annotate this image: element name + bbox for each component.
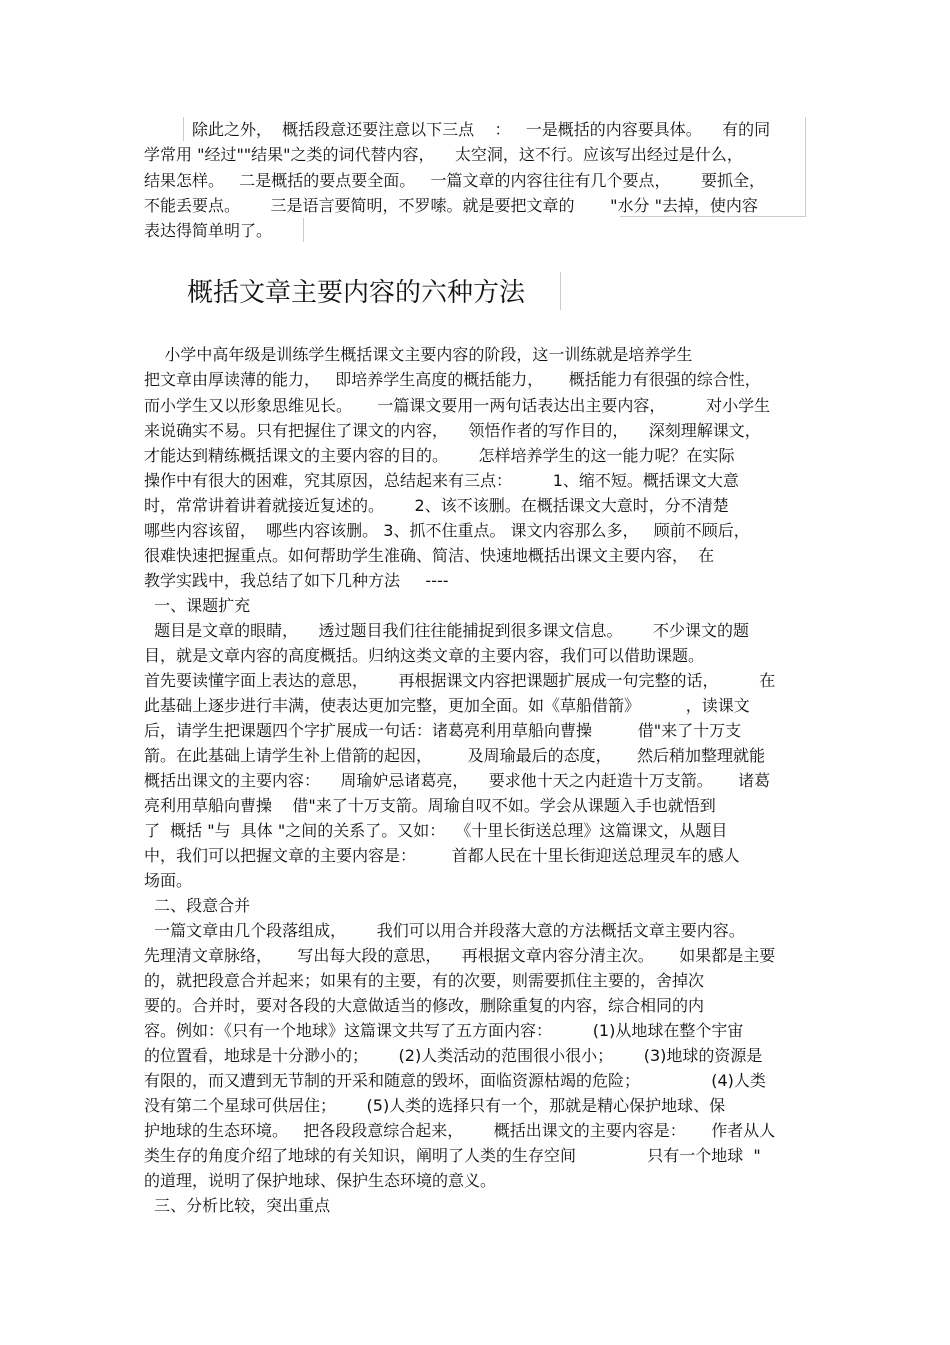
title-side-rule [560, 272, 561, 310]
body-line: 的道理，说明了保护地球、保护生态环境的意义。 [144, 1171, 497, 1190]
body-line: 先理清文章脉络， 写出每大段的意思， 再根据文章内容分清主次。 如果都是主要 [144, 946, 776, 965]
body-line: 有限的，而又遭到无节制的开采和随意的毁坏，面临资源枯竭的危险； (4)人类 [144, 1071, 766, 1090]
intro-frame-tail-rule [303, 218, 304, 242]
body-line: 护地球的生态环境。 把各段段意综合起来， 概括出课文的主要内容是： 作者从人 [144, 1121, 776, 1140]
intro-frame-bottom-rule [620, 216, 806, 217]
article-title: 概括文章主要内容的六种方法 [187, 278, 526, 308]
body-line: 而小学生又以形象思维见长。 一篇课文要用一两句话表达出主要内容， 对小学生 [144, 396, 771, 415]
intro-frame-right-rule [805, 117, 806, 217]
body-line: 容。例如：《只有一个地球》这篇课文共写了五方面内容： (1)从地球在整个宇宙 [144, 1021, 744, 1040]
body-line: 了 概括 "与 具体 "之间的关系了。又如： 《十里长街送总理》这篇课文，从题目 [144, 821, 728, 840]
body-line: 才能达到精练概括课文的主要内容的目的。 怎样培养学生的这一能力呢？在实际 [144, 446, 735, 465]
body-line: 类生存的角度介绍了地球的有关知识，阐明了人类的生存空间 只有一个地球 " [144, 1146, 761, 1165]
intro-frame-left-rule [183, 117, 184, 141]
body-line: 首先要读懂字面上表达的意思， 再根据课文内容把课题扩展成一句完整的话， 在 [144, 671, 776, 690]
body-line: 操作中有很大的困难，究其原因，总结起来有三点： 1、缩不短。概括课文大意 [144, 471, 739, 490]
body-line: 很难快速把握重点。如何帮助学生准确、简洁、快速地概括出课文主要内容， 在 [144, 546, 715, 565]
body-line: 哪些内容该留， 哪些内容该删。 3、抓不住重点。 课文内容那么多， 顾前不顾后， [144, 521, 750, 540]
section-heading: 一、课题扩充 [144, 596, 251, 615]
body-line: 一篇文章由几个段落组成， 我们可以用合并段落大意的方法概括文章主要内容。 [144, 921, 745, 940]
body-line: 题目是文章的眼睛， 透过题目我们往往能捕捉到很多课文信息。 不少课文的题 [144, 621, 750, 640]
body-line: 要的。合并时，要对各段的大意做适当的修改，删除重复的内容，综合相同的内 [144, 996, 705, 1015]
body-line: 时，常常讲着讲着就接近复述的。 2、该不该删。在概括课文大意时，分不清楚 [144, 496, 729, 515]
intro-line: 结果怎样。 二是概括的要点要全面。 一篇文章的内容往往有几个要点， 要抓全， [144, 171, 766, 190]
section-heading: 二、段意合并 [144, 896, 251, 915]
intro-line: 表达得简单明了。 [144, 221, 273, 240]
body-line: 概括出课文的主要内容： 周瑜妒忌诸葛亮， 要求他十天之内赶造十万支箭。 诸葛 [144, 771, 771, 790]
body-line: 的，就把段意合并起来；如果有的主要，有的次要，则需要抓住主要的，舍掉次 [144, 971, 705, 990]
body-line: 教学实践中，我总结了如下几种方法 ---- [144, 571, 449, 590]
body-line: 后，请学生把课题四个字扩展成一句话：诸葛亮利用草船向曹操 借"来了十万支 [144, 721, 742, 740]
body-line: 没有第二个星球可供居住； (5)人类的选择只有一个，那就是精心保护地球、保 [144, 1096, 726, 1115]
section-heading: 三、分析比较，突出重点 [144, 1196, 331, 1215]
body-line: 小学中高年级是训练学生概括课文主要内容的阶段，这一训练就是培养学生 [144, 345, 693, 364]
body-line: 亮利用草船向曹操 借"来了十万支箭。周瑜自叹不如。学会从课题入手也就悟到 [144, 796, 716, 815]
intro-line: 除此之外， 概括段意还要注意以下三点 ： 一是概括的内容要具体。 有的同 [192, 120, 771, 139]
body-line: 此基础上逐步进行丰满，使表达更加完整，更加全面。如《草船借箭》 ，读课文 [144, 696, 750, 715]
body-line: 中，我们可以把握文章的主要内容是： 首都人民在十里长街迎送总理灵车的感人 [144, 846, 740, 865]
body-line: 的位置看，地球是十分渺小的； (2)人类活动的范围很小很小； (3)地球的资源是 [144, 1046, 763, 1065]
body-line: 场面。 [144, 871, 193, 890]
body-line: 目，就是文章内容的高度概括。归纳这类文章的主要内容，我们可以借助课题。 [144, 646, 705, 665]
body-line: 来说确实不易。只有把握住了课文的内容， 领悟作者的写作目的， 深刻理解课文， [144, 421, 761, 440]
intro-line: 学常用 "经过""结果"之类的词代替内容， 太空洞，这不行。应该写出经过是什么， [144, 145, 743, 164]
body-line: 把文章由厚读薄的能力， 即培养学生高度的概括能力， 概括能力有很强的综合性， [144, 370, 761, 389]
intro-line: 不能丢要点。 三是语言要简明，不罗嗦。就是要把文章的 "水分 "去掉，使内容 [144, 196, 758, 215]
body-line: 箭。在此基础上请学生补上借箭的起因， 及周瑜最后的态度， 然后稍加整理就能 [144, 746, 766, 765]
